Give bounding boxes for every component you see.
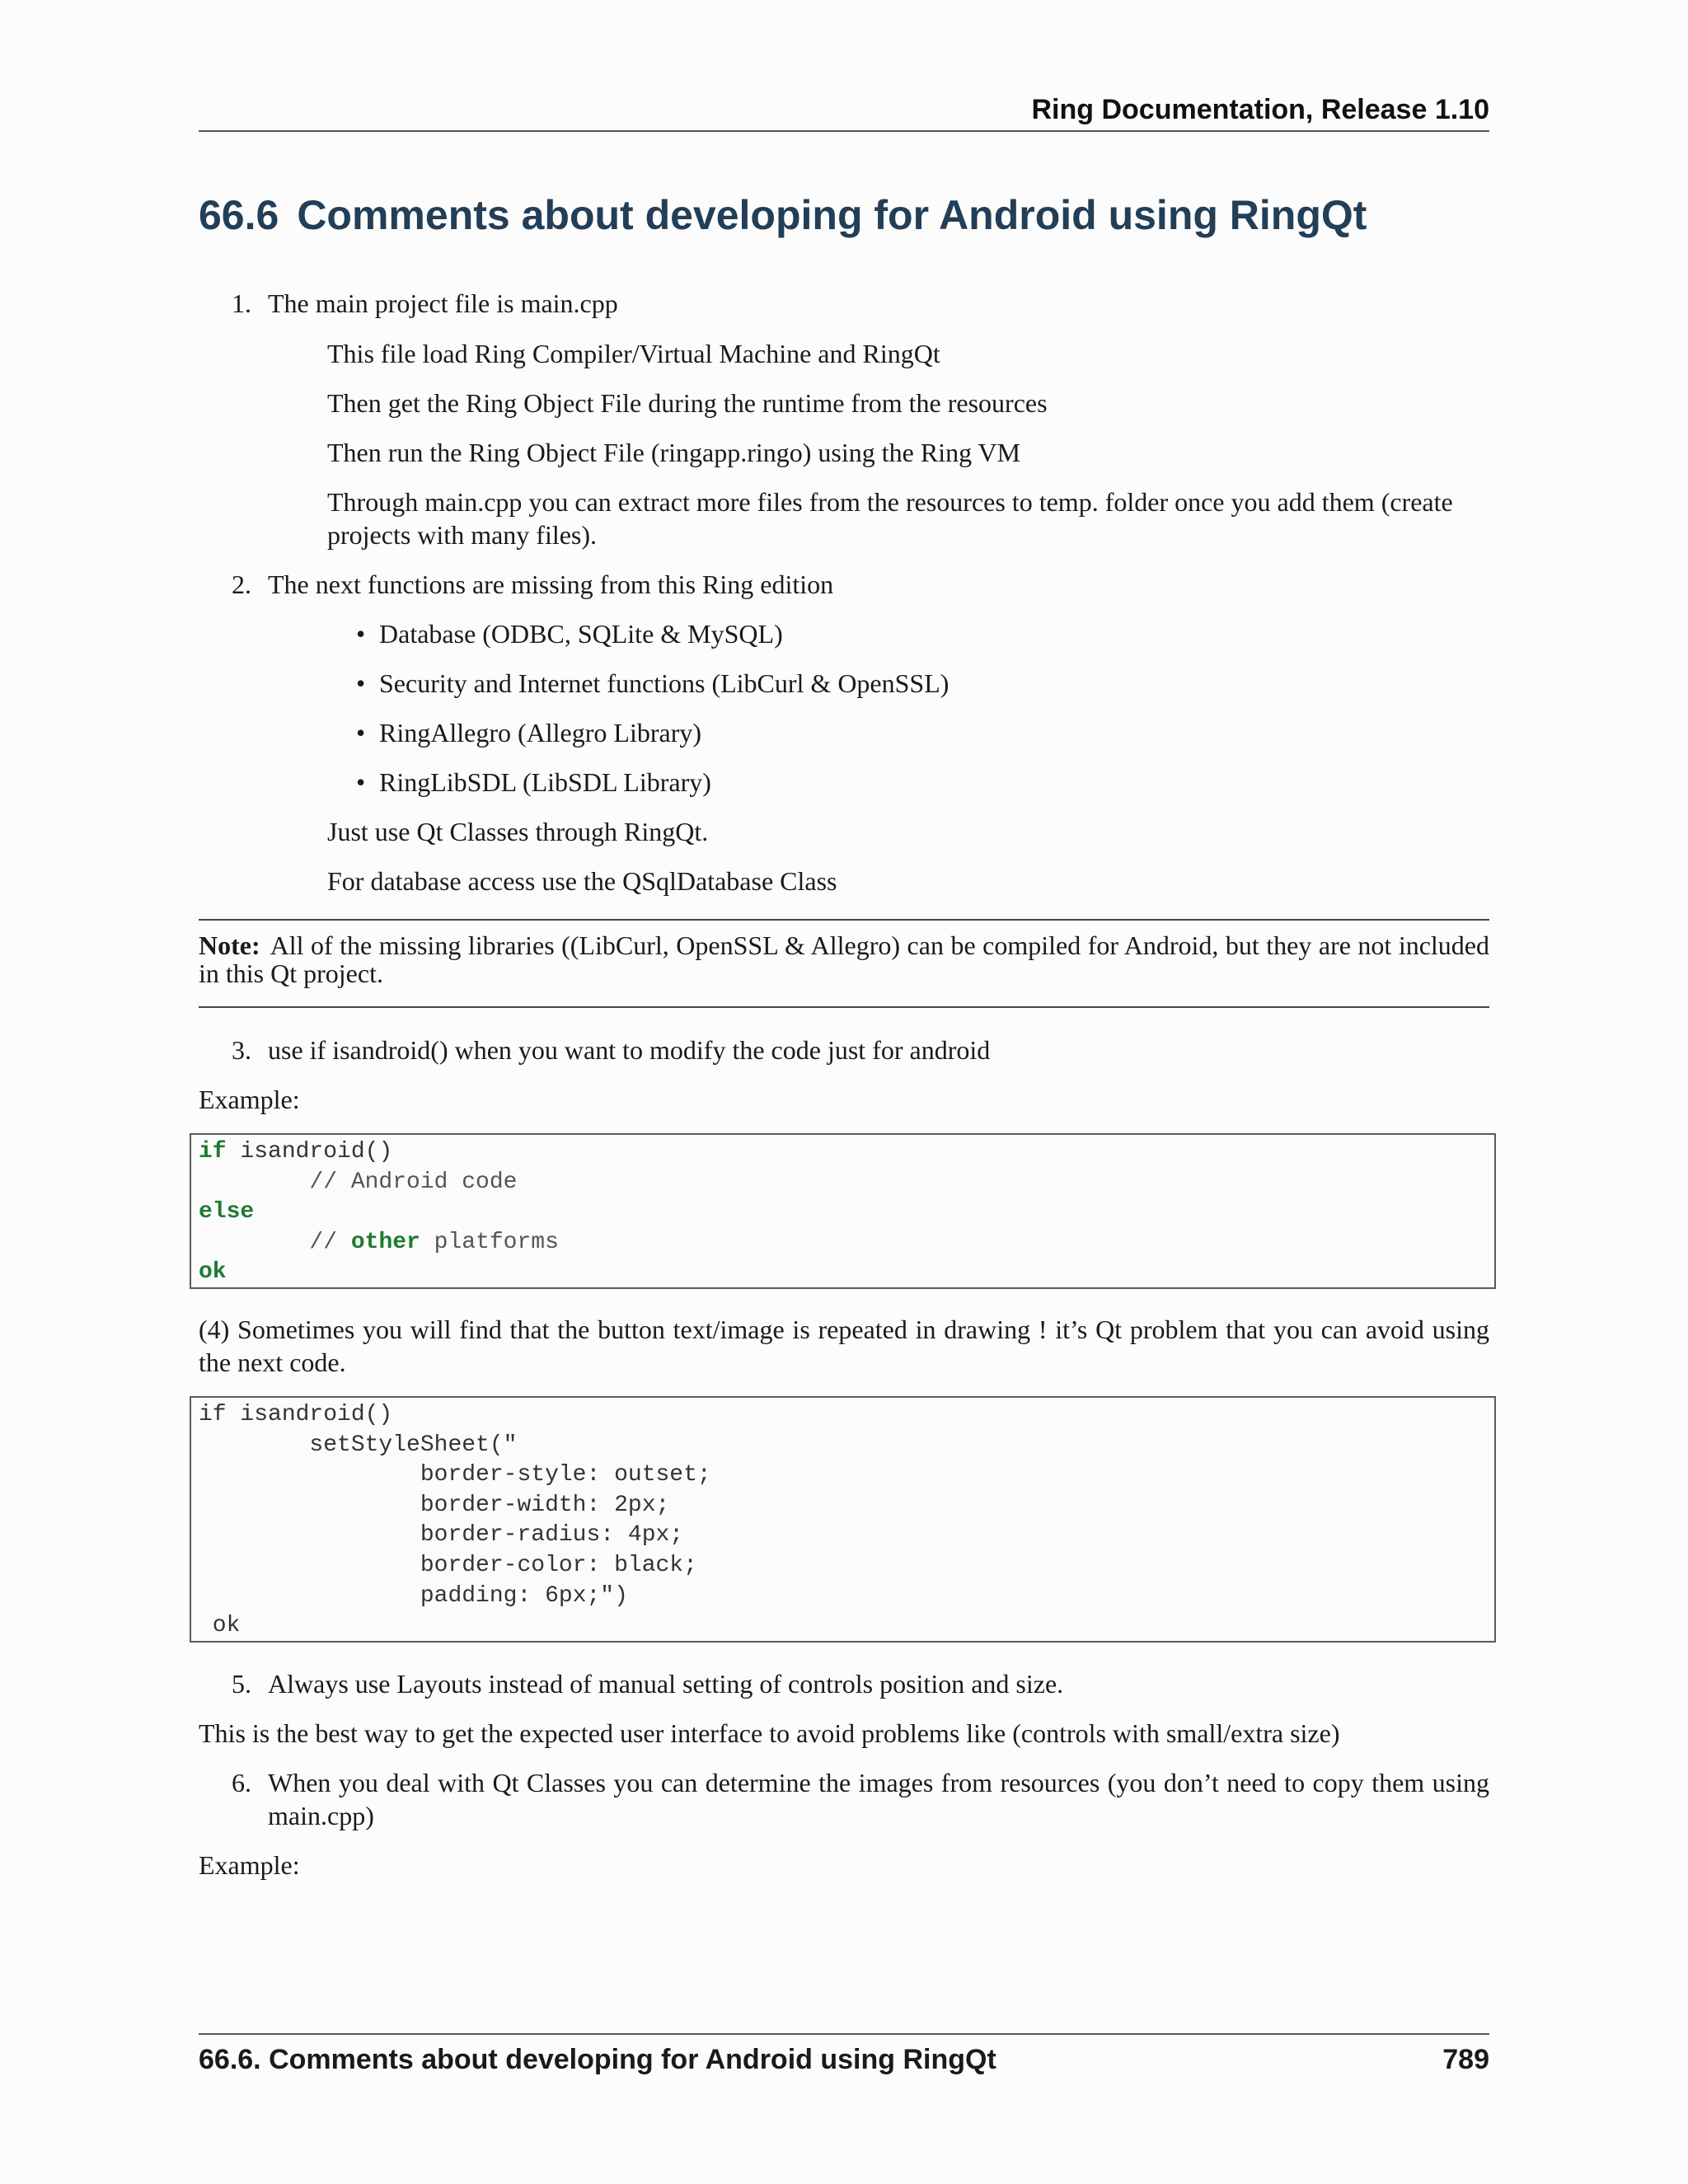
list-number-6: 6.	[232, 1768, 251, 1797]
footer-section-label: 66.6. Comments about developing for Android using RingQt	[199, 2044, 996, 2075]
item1-line-2: Then get the Ring Object File during the runtime from the resources	[327, 388, 1048, 418]
footer-rule	[199, 2033, 1489, 2035]
item1-line-3: Then run the Ring Object File (ringapp.ringo) using the Ring VM	[327, 438, 1021, 467]
bullet-item-4: RingLibSDL (LibSDL Library)	[379, 767, 711, 797]
page-number: 789	[1442, 2044, 1489, 2075]
example-label-1: Example:	[199, 1085, 300, 1114]
note-rule-bottom	[199, 1006, 1489, 1008]
code-keyword-if: if	[199, 1139, 227, 1165]
list-number-1: 1.	[232, 288, 251, 318]
list-number-3: 3.	[232, 1035, 251, 1065]
bullet-item-2: Security and Internet functions (LibCurl & OpenSSL)	[379, 668, 950, 698]
item3-text: use if isandroid() when you want to modify the code just for android	[268, 1035, 991, 1065]
code-keyword-other: other	[350, 1229, 420, 1255]
item4-text: (4) Sometimes you will find that the button text/image is repeated in drawing ! it’s Qt problem that you can avoid using the next code.	[199, 1315, 1489, 1377]
item6-text: When you deal with Qt Classes you can determine the images from resources (you don’t need to copy them using main.cpp)	[268, 1768, 1489, 1830]
item2-text: The next functions are missing from this Ring edition	[268, 569, 834, 599]
code-keyword-ok: ok	[199, 1259, 227, 1286]
code-block-2-text: if isandroid() setStyleSheet(" border-style: outset; border-width: 2px; border-radius: 4px; border-color: black; padding: 6px;") ok	[199, 1402, 711, 1639]
section-title-text: Comments about developing for Android using RingQt	[297, 192, 1367, 238]
item5-text: Always use Layouts instead of manual setting of controls position and size.	[268, 1669, 1064, 1699]
bullet-item-1: Database (ODBC, SQLite & MySQL)	[379, 619, 783, 649]
code-comment-android: // Android code	[199, 1169, 518, 1195]
item1-line-1: This file load Ring Compiler/Virtual Machine and RingQt	[327, 339, 940, 368]
code-block-1-text	[191, 1135, 1494, 1288]
code-line-1-rest: isandroid()	[226, 1139, 393, 1165]
example-label-2: Example:	[199, 1850, 300, 1880]
code-comment-rest: platforms	[420, 1229, 559, 1255]
note-text: All of the missing libraries ((LibCurl, OpenSSL & Allegro) can be compiled for Android, but they are not included in this Qt project.	[199, 930, 1489, 988]
list-number-2: 2.	[232, 569, 251, 599]
section-heading	[199, 191, 1367, 239]
list-number-5: 5.	[232, 1669, 251, 1699]
item1-line-4: Through main.cpp you can extract more files from the resources to temp. folder once you add them (create projects with many files).	[327, 487, 1453, 550]
document-page	[199, 0, 1489, 2184]
bullet-1: •	[356, 619, 366, 649]
bullet-item-3: RingAllegro (Allegro Library)	[379, 718, 701, 748]
item5-after: This is the best way to get the expected user interface to avoid problems like (controls with small/extra size)	[199, 1718, 1340, 1748]
bullet-4: •	[356, 767, 366, 797]
code-block-1	[190, 1133, 1496, 1289]
note-box	[199, 931, 1489, 987]
bullet-2: •	[356, 668, 366, 698]
item1-text: The main project file is main.cpp	[268, 288, 618, 318]
item2-after-2: For database access use the QSqlDatabase Class	[327, 866, 837, 896]
code-keyword-else: else	[199, 1199, 255, 1226]
code-block-2	[190, 1396, 1496, 1643]
section-number: 66.6	[199, 192, 279, 238]
code-comment-prefix: //	[199, 1229, 351, 1255]
note-rule-top	[199, 919, 1489, 921]
running-header: Ring Documentation, Release 1.10	[1031, 94, 1489, 125]
item2-after-1: Just use Qt Classes through RingQt.	[327, 817, 709, 846]
note-label: Note:	[199, 930, 260, 960]
header-rule	[199, 130, 1489, 132]
bullet-3: •	[356, 718, 366, 748]
